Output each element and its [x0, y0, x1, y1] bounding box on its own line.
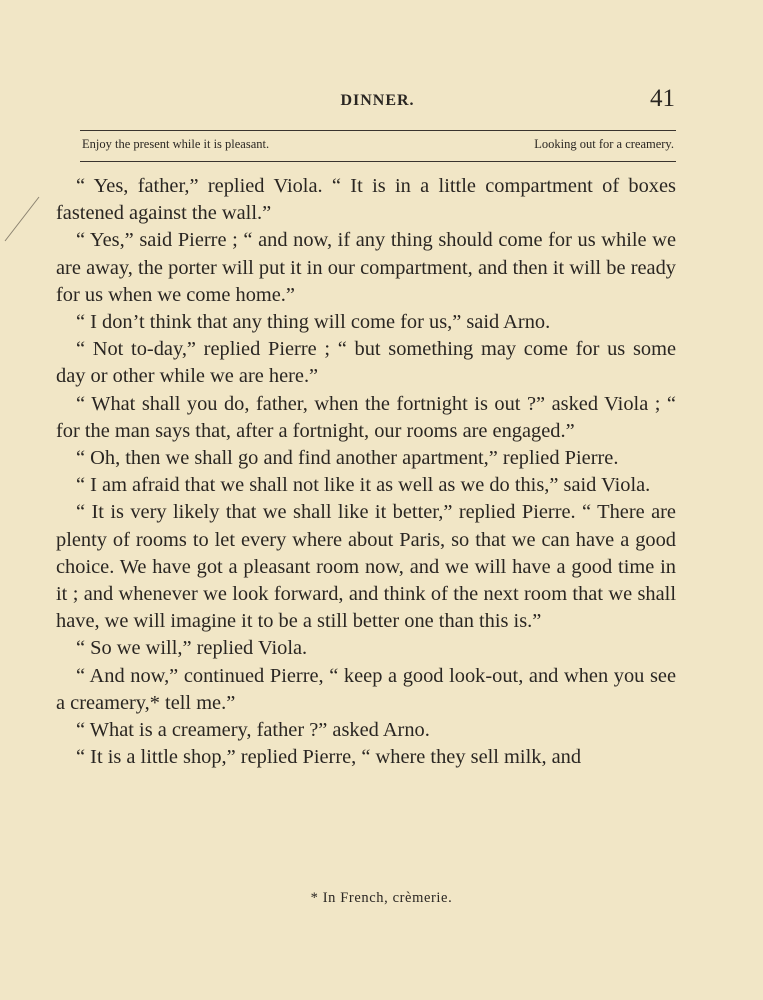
footnote: * In French, crèmerie. — [310, 890, 453, 906]
section-captions — [82, 137, 674, 157]
header-rule-bottom — [80, 161, 676, 162]
running-title: DINNER. — [340, 92, 415, 109]
paragraph: “ I am afraid that we shall not like it as well as we do this,” said Viola. — [76, 474, 651, 497]
body-text — [56, 173, 676, 771]
page-number: 41 — [650, 85, 675, 112]
paragraph: “ What shall you do, father, when the fortnight is out ?” asked Viola ; “ for the man says that, after a fortnight, our rooms are engaged.” — [56, 392, 676, 442]
paragraph: “ I don’t think that any thing will come for us,” said Arno. — [76, 311, 551, 334]
paragraph: “ And now,” continued Pierre, “ keep a good look-out, and when you see a creamery,* tell me.” — [56, 664, 676, 714]
header-rule-top — [80, 130, 676, 131]
paragraph: “ It is a little shop,” replied Pierre, “ where they sell milk, and — [76, 746, 582, 769]
pencil-mark-icon — [3, 195, 43, 245]
paragraph: “ It is very likely that we shall like it better,” replied Pierre. “ There are plenty of rooms to let every where about Paris, so that we can have a good choice. We have got a pleasant room now, and we will have a good time in it ; and whenever we look forward, and think of the next room that we shall have, we will imagine it to be a still better one than this is.” — [56, 501, 676, 633]
paragraph: “ Oh, then we shall go and find another apartment,” replied Pierre. — [76, 447, 619, 470]
paragraph: “ Yes,” said Pierre ; “ and now, if any thing should come for us while we are away, the porter will put it in our compartment, and then it will be ready for us when we come home.” — [56, 229, 676, 306]
caption-left: Enjoy the present while it is pleasant. — [82, 137, 270, 151]
paragraph: “ What is a creamery, father ?” asked Arno. — [76, 719, 430, 742]
page-header — [80, 85, 675, 118]
paragraph: “ Not to-day,” replied Pierre ; “ but something may come for us some day or other while we are here.” — [56, 338, 676, 388]
caption-right: Looking out for a creamery. — [534, 137, 674, 151]
paragraph: “ So we will,” replied Viola. — [76, 637, 308, 660]
paragraph: “ Yes, father,” replied Viola. “ It is in a little compartment of boxes fastened against the wall.” — [56, 175, 676, 225]
